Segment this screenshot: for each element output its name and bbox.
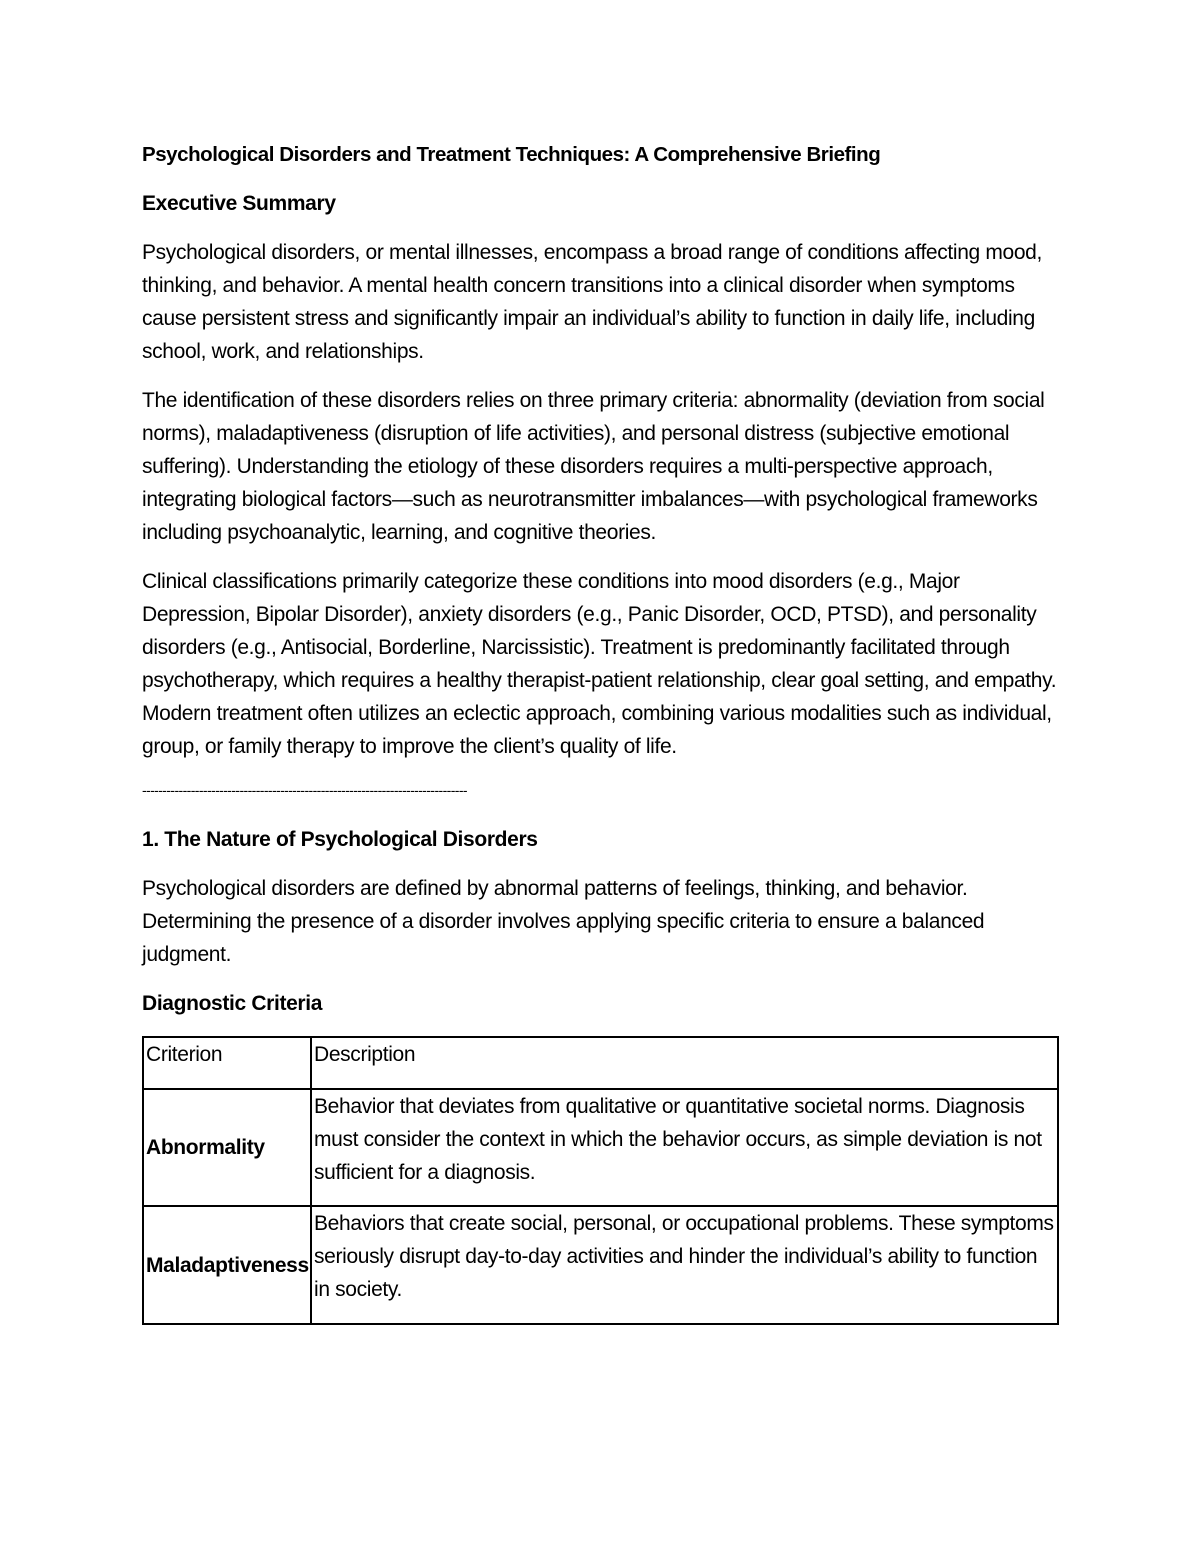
table-header-row (143, 1037, 1058, 1089)
description-cell: Behaviors that create social, personal, or occupational problems. These symptoms seriously disrupt day-to-day activities and hinder the individual’s ability to function in society. (311, 1206, 1058, 1324)
summary-paragraph-1: Psychological disorders, or mental illnesses, encompass a broad range of conditions affecting mood, thinking, and behavior. A mental health concern transitions into a clinical disorder when symptoms cause persistent stress and significantly impair an individual’s ability to function in daily life, including school, work, and relationships. (142, 241, 1042, 363)
table-row (143, 1206, 1058, 1324)
section-1-heading: 1. The Nature of Psychological Disorders (142, 828, 538, 851)
document-title: Psychological Disorders and Treatment Techniques: A Comprehensive Briefing (142, 143, 881, 166)
document-page (142, 138, 1062, 1325)
section-1-paragraph: Psychological disorders are defined by abnormal patterns of feelings, thinking, and behavior. Determining the presence of a disorder involves applying specific criteria to ensure a balanced judgment. (142, 877, 985, 966)
executive-summary-heading: Executive Summary (142, 192, 336, 215)
description-cell: Behavior that deviates from qualitative or quantitative societal norms. Diagnosis must consider the context in which the behavior occurs, as simple deviation is not sufficient for a diagnosis. (311, 1089, 1058, 1206)
criterion-cell: Maladaptiveness (143, 1206, 311, 1324)
section-divider: -------------------------------------------------------------------------------- (142, 782, 467, 798)
criterion-cell: Abnormality (143, 1089, 311, 1206)
table-row (143, 1089, 1058, 1206)
summary-paragraph-3: Clinical classifications primarily categorize these conditions into mood disorders (e.g., Major Depression, Bipolar Disorder), anxiety disorders (e.g., Panic Disorder, OCD, PTSD), and personality disorders (e.g., Antisocial, Borderline, Narcissistic). Treatment is predominantly facilitated through psychotherapy, which requires a healthy therapist-patient relationship, clear goal setting, and empathy. Modern treatment often utilizes an eclectic approach, combining various modalities such as individual, group, or family therapy to improve the client’s quality of life. (142, 570, 1057, 758)
table-header-description: Description (311, 1037, 1058, 1089)
diagnostic-criteria-heading: Diagnostic Criteria (142, 992, 323, 1015)
diagnostic-criteria-table (142, 1036, 1059, 1325)
table-header-criterion: Criterion (143, 1037, 311, 1089)
summary-paragraph-2: The identification of these disorders relies on three primary criteria: abnormality (deviation from social norms), maladaptiveness (disruption of life activities), and personal distress (subjective emotional suffering). Understanding the etiology of these disorders requires a multi-perspective approach, integrating biological factors—such as neurotransmitter imbalances—with psychological frameworks including psychoanalytic, learning, and cognitive theories. (142, 389, 1045, 544)
